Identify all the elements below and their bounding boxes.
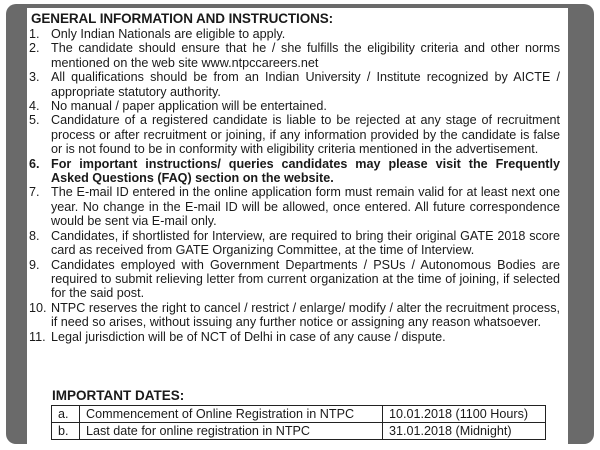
- list-item: [27, 27, 568, 41]
- document-page: [27, 8, 568, 444]
- image-frame: [6, 4, 594, 444]
- table-row: [52, 406, 546, 423]
- item-text: All qualifications should be from an Indian University / Institute recognized by AICTE / appropriate statutory authority.: [51, 70, 560, 99]
- item-text: Candidates employed with Government Departments / PSUs / Autonomous Bodies are required to submit relieving letter from current organization at the time of joining, if selected for the said post.: [51, 257, 560, 301]
- list-item: [27, 258, 568, 301]
- item-text: No manual / paper application will be entertained.: [51, 99, 327, 114]
- section-heading: GENERAL INFORMATION AND INSTRUCTIONS:: [31, 11, 334, 26]
- list-item: [27, 229, 568, 258]
- item-text: NTPC reserves the right to cancel / restrict / enlarge/ modify / alter the recruitment process, if need so arises, without issuing any further notice or assigning any reason whatsoever.: [51, 300, 560, 330]
- item-text: Legal jurisdiction will be of NCT of Delhi in case of any cause / dispute.: [51, 329, 446, 344]
- item-number: 4.: [29, 99, 40, 114]
- date-row-label: a.: [52, 406, 80, 423]
- item-text: Candidature of a registered candidate is liable to be rejected at any stage of recruitment process or after recruitment or joining, if any information provided by the candidate is false or is not found to be in conformity with eligibility criteria mentioned in the advertisement.: [51, 113, 560, 157]
- item-text: The E-mail ID entered in the online application form must remain valid for at least next one year. No change in the E-mail ID will be allowed, once entered. All future correspondence would be sent via E-mail only.: [51, 185, 560, 229]
- item-number: 5.: [29, 113, 40, 128]
- important-dates-table: [51, 405, 546, 440]
- date-row-date: 31.01.2018 (Midnight): [383, 423, 546, 440]
- item-text: The candidate should ensure that he / she fulfills the eligibility criteria and other norms mentioned on the web site www.ntpccareers.net: [51, 41, 560, 70]
- important-dates-heading: IMPORTANT DATES:: [52, 388, 185, 403]
- list-item: [27, 157, 568, 186]
- date-row-event: Commencement of Online Registration in NTPC: [80, 406, 383, 423]
- date-row-label: b.: [52, 423, 80, 440]
- list-item: [27, 99, 568, 113]
- date-row-date: 10.01.2018 (1100 Hours): [383, 406, 546, 423]
- list-item: [27, 185, 568, 228]
- list-item: [27, 330, 568, 344]
- list-item: [27, 41, 568, 70]
- item-number: 2.: [29, 41, 40, 56]
- item-number: 1.: [29, 27, 40, 41]
- instructions-list: [27, 27, 568, 344]
- list-item: [27, 301, 568, 330]
- item-text: Candidates, if shortlisted for Interview, are required to bring their original GATE 2018 score card as received from GATE Organizing Committee, at the time of Interview.: [51, 228, 560, 258]
- item-number: 8.: [29, 228, 40, 243]
- item-number: 10.: [29, 300, 47, 315]
- item-number: 9.: [29, 257, 40, 272]
- item-number: 7.: [29, 185, 40, 200]
- list-item: [27, 70, 568, 99]
- list-item: [27, 113, 568, 156]
- date-row-event: Last date for online registration in NTPC: [80, 423, 383, 440]
- item-number: 11.: [29, 329, 46, 344]
- item-text-faq: For important instructions/ queries candidates may please visit the Frequently Asked Questions (FAQ) section on the website.: [51, 156, 560, 186]
- table-row: [52, 423, 546, 440]
- item-number: 3.: [29, 70, 40, 85]
- item-number: 6.: [29, 156, 40, 171]
- item-text: Only Indian Nationals are eligible to apply.: [51, 27, 286, 41]
